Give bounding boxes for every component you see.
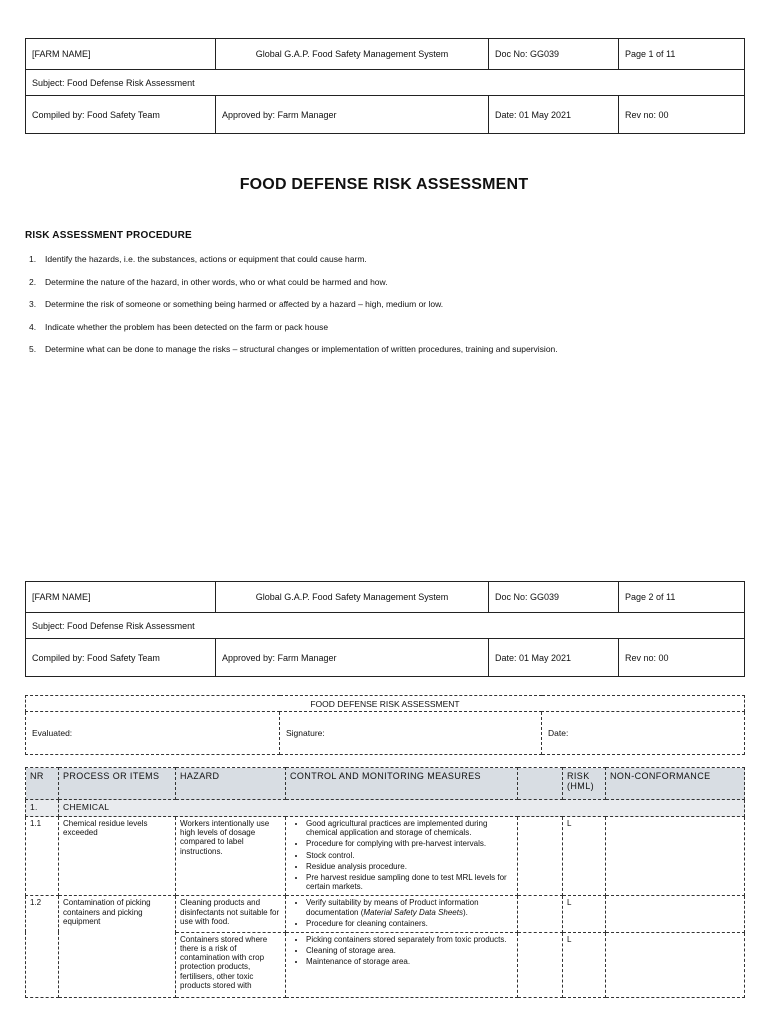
nonconformance-cell xyxy=(606,896,745,933)
column-header-control: CONTROL AND MONITORING MEASURES xyxy=(286,768,518,800)
blank-cell xyxy=(518,932,563,997)
nonconformance-cell xyxy=(606,932,745,997)
column-header-hazard: HAZARD xyxy=(176,768,286,800)
column-header-process: PROCESS OR ITEMS xyxy=(59,768,176,800)
section-row xyxy=(26,800,745,817)
evaluation-title: FOOD DEFENSE RISK ASSESSMENT xyxy=(26,696,745,712)
column-header-blank xyxy=(518,768,563,800)
process-item: Contamination of picking containers and picking equipment xyxy=(59,896,176,998)
page1-header xyxy=(25,38,745,134)
evaluation-block xyxy=(25,695,745,755)
doc-date: Date: 01 May 2021 xyxy=(489,639,619,677)
row-number: 1.2 xyxy=(26,896,59,998)
revision-number: Rev no: 00 xyxy=(619,639,745,677)
procedure-steps xyxy=(25,250,745,363)
section-label: CHEMICAL xyxy=(59,800,745,817)
compiled-by: Compiled by: Food Safety Team xyxy=(26,639,216,677)
column-header-nonconformance: NON-CONFORMANCE xyxy=(606,768,745,800)
list-item: • Maintenance of storage area. xyxy=(306,957,513,966)
doc-date: Date: 01 May 2021 xyxy=(489,96,619,134)
hazard-text: Containers stored where there is a risk of contamination with crop protection products, fertilisers, other toxic products stored with xyxy=(176,932,286,997)
control-measures xyxy=(286,896,518,933)
evaluated-field[interactable]: Evaluated: xyxy=(26,712,280,755)
doc-number: Doc No: GG039 xyxy=(489,39,619,70)
revision-number: Rev no: 00 xyxy=(619,96,745,134)
risk-level: L xyxy=(563,932,606,997)
list-item: 3. Determine the risk of someone or something being harmed or affected by a hazard – high, medium or low. xyxy=(29,299,444,309)
procedure-heading: RISK ASSESSMENT PROCEDURE xyxy=(25,230,192,241)
list-item: 4. Indicate whether the problem has been detected on the farm or pack house xyxy=(29,321,329,332)
page-title: FOOD DEFENSE RISK ASSESSMENT xyxy=(239,176,529,193)
list-item: • Good agricultural practices are implemented during chemical application and storage of chemicals. xyxy=(306,819,513,837)
signature-field[interactable]: Signature: xyxy=(280,712,542,755)
risk-level: L xyxy=(563,817,606,896)
approved-by: Approved by: Farm Manager xyxy=(216,639,489,677)
list-item: 5. Determine what can be done to manage the risks – structural changes or implementation of written procedures, training and supervision. xyxy=(29,344,558,354)
farm-name: [FARM NAME] xyxy=(26,39,216,70)
list-item: • Stock control. xyxy=(306,851,513,860)
list-item: • Verify suitability by means of Product information documentation (Material Safety Data Sheets). xyxy=(306,898,513,916)
process-item: Chemical residue levels exceeded xyxy=(59,817,176,896)
list-item: 1. Identify the hazards, i.e. the substances, actions or equipment that could cause harm. xyxy=(29,254,367,264)
section-number: 1. xyxy=(26,800,59,817)
risk-assessment-table xyxy=(25,767,745,998)
table-row xyxy=(26,817,745,896)
approved-by: Approved by: Farm Manager xyxy=(216,96,489,134)
control-measures xyxy=(286,817,518,896)
page-number: Page 2 of 11 xyxy=(619,582,745,613)
list-item: • Procedure for complying with pre-harvest intervals. xyxy=(306,839,513,848)
doc-number: Doc No: GG039 xyxy=(489,582,619,613)
blank-cell xyxy=(518,896,563,933)
subject: Subject: Food Defense Risk Assessment xyxy=(26,613,745,639)
system-name: Global G.A.P. Food Safety Management System xyxy=(216,39,489,70)
nonconformance-cell xyxy=(606,817,745,896)
table-row xyxy=(26,896,745,933)
column-header-risk: RISK (HML) xyxy=(563,768,606,800)
row-number: 1.1 xyxy=(26,817,59,896)
control-measures xyxy=(286,932,518,997)
blank-cell xyxy=(518,817,563,896)
compiled-by: Compiled by: Food Safety Team xyxy=(26,96,216,134)
date-field[interactable]: Date: xyxy=(542,712,745,755)
list-item: • Pre harvest residue sampling done to test MRL levels for certain markets. xyxy=(306,873,513,891)
page-number: Page 1 of 11 xyxy=(619,39,745,70)
risk-level: L xyxy=(563,896,606,933)
page2-header xyxy=(25,581,745,677)
hazard-text: Workers intentionally use high levels of dosage compared to label instructions. xyxy=(176,817,286,896)
list-item: • Procedure for cleaning containers. xyxy=(306,919,513,928)
hazard-text: Cleaning products and disinfectants not suitable for use with food. xyxy=(176,896,286,933)
list-item: • Residue analysis procedure. xyxy=(306,862,513,871)
column-header-nr: NR xyxy=(26,768,59,800)
list-item: 2. Determine the nature of the hazard, in other words, who or what could be harmed and how. xyxy=(29,276,388,287)
subject: Subject: Food Defense Risk Assessment xyxy=(26,70,745,96)
list-item: • Cleaning of storage area. xyxy=(306,946,513,955)
list-item: • Picking containers stored separately from toxic products. xyxy=(306,935,513,944)
farm-name: [FARM NAME] xyxy=(26,582,216,613)
system-name: Global G.A.P. Food Safety Management System xyxy=(216,582,489,613)
